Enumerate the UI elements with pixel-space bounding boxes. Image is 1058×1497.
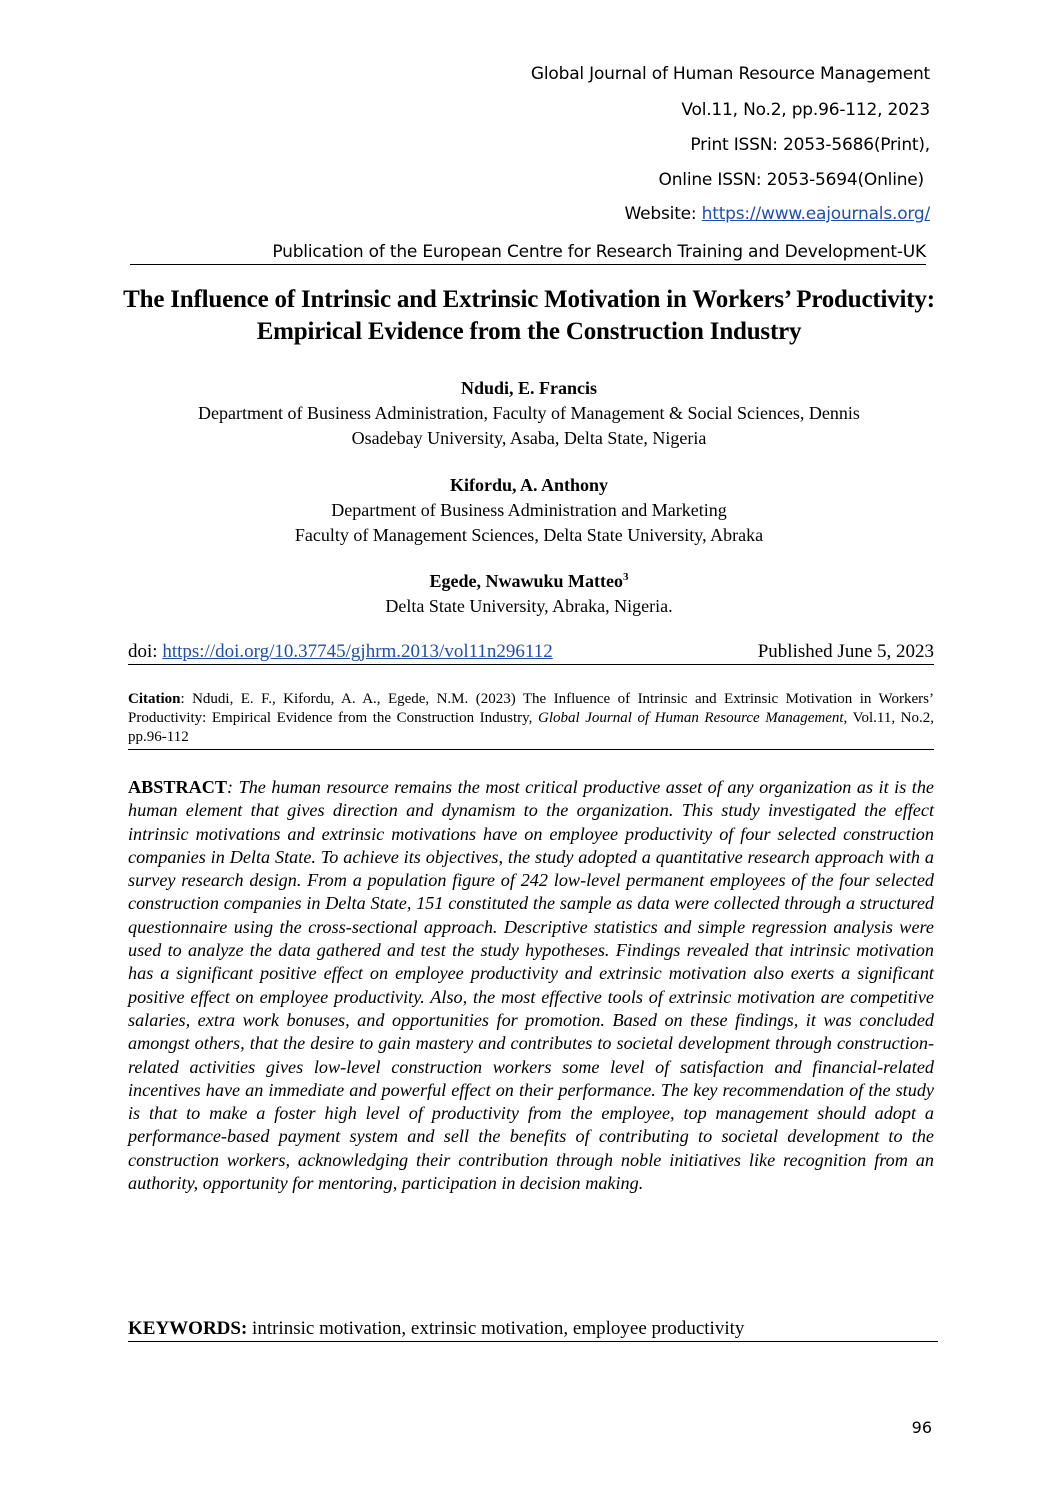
author-superscript: 3 [623, 571, 629, 583]
citation-journal: Global Journal of Human Resource Management [537, 710, 844, 726]
citation-label: Citation [128, 691, 181, 707]
keywords [128, 1318, 938, 1342]
author-block [120, 565, 938, 619]
online-issn: Online ISSN: 2053-5694(Online) [658, 170, 924, 190]
published-date: Published June 5, 2023 [757, 641, 934, 662]
doi-row [128, 641, 934, 665]
citation: Citation: Ndudi, E. F., Kifordu, A. A., Egede, N.M. (2023) The Influence of Intrinsic and Extrinsic Motivation in Workers’ Productivity: Empirical Evidence from the Construction Industry, Global Journal of Human Resource Management, Vol.11, No.2, pp.96-112 [128, 690, 934, 750]
author-affiliation: Delta State University, Abraka, Nigeria. [385, 596, 673, 616]
journal-name: Global Journal of Human Resource Management [530, 64, 930, 84]
doi-link[interactable]: https://doi.org/10.37745/gjhrm.2013/vol11n296112 [162, 641, 553, 662]
doi: doi: https://doi.org/10.37745/gjhrm.2013/vol11n296112 [128, 641, 553, 662]
author-name: Ndudi, E. Francis [460, 378, 598, 398]
page-number: 96 [911, 1418, 932, 1437]
volume-info: Vol.11, No.2, pp.96-112, 2023 [681, 100, 930, 120]
author-affiliation: Department of Business Administration and Marketing [331, 500, 727, 520]
author-affiliation: Osadebay University, Asaba, Delta State, Nigeria [351, 428, 707, 448]
publisher-line: Publication of the European Centre for Research Training and Development-UK [130, 242, 926, 265]
author-block [120, 372, 938, 451]
website-link[interactable]: https://www.eajournals.org/ [701, 204, 930, 224]
website-label: Website: [624, 204, 702, 224]
abstract-text: : The human resource remains the most critical productive asset of any organization as it is the human element that gives direction and dynamism to the organization. This study investigated the effect intrinsic motivations and extrinsic motivations have on employee productivity of four selected construction companies in Delta State. To achieve its objectives, the study adopted a quantitative research approach with a survey research design. From a population figure of 242 low-level permanent employees of the four selected construction companies in Delta State, 151 constituted the sample as data were collected through a structured questionnaire using the cross-sectional approach. Descriptive statistics and simple regression analysis were used to analyze the data gathered and test the study hypotheses. Findings revealed that intrinsic motivation has a significant positive effect on employee productivity and extrinsic motivation also exerts a significant positive effect on employee productivity. Also, the most effective tools of extrinsic motivation are competitive salaries, extra work bonuses, and opportunities for promotion. Based on these findings, it was concluded amongst others, that the desire to gain mastery and contributes to societal development through construction-related activities gives low-level construction workers some level of satisfaction and financial-related incentives have an immediate and powerful effect on their performance. The key recommendation of the study is that to make a foster high level of productivity from the employee, top management should adopt a performance-based payment system and sell the benefits of contributing to societal development to the construction workers, acknowledging their contribution through noble initiatives like recognition from an authority, opportunity for mentoring, participation in decision making. [128, 777, 934, 1194]
author-affiliation: Department of Business Administration, Faculty of Management & Social Sciences, Dennis [198, 403, 860, 423]
author-block [120, 469, 938, 548]
paper-title: The Influence of Intrinsic and Extrinsic Motivation in Workers’ Productivity: Empirical Evidence from the Construction Industry [123, 286, 935, 345]
keywords-label: KEYWORDS: [128, 1318, 248, 1339]
abstract [128, 776, 934, 1195]
author-affiliation: Faculty of Management Sciences, Delta State University, Abraka [294, 525, 764, 545]
print-issn: Print ISSN: 2053-5686(Print), [690, 135, 930, 155]
keywords-text: intrinsic motivation, extrinsic motivation, employee productivity [247, 1318, 745, 1339]
author-name: Kifordu, A. Anthony [449, 475, 609, 495]
website-line [625, 204, 930, 224]
author-name: Egede, Nwawuku Matteo$^3$ [429, 571, 629, 591]
abstract-label: ABSTRACT [128, 777, 228, 797]
